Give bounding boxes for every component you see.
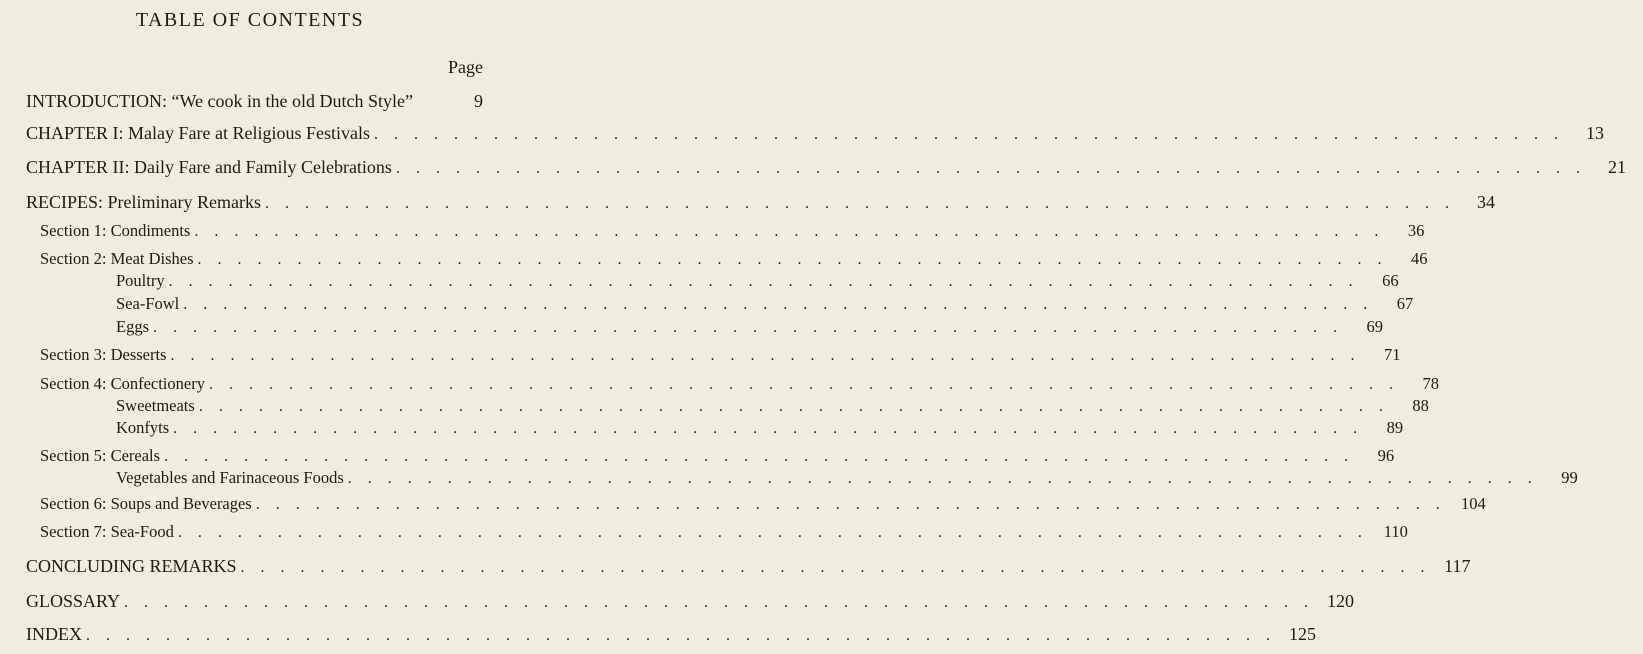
toc-entry-page-number: 88 xyxy=(1412,396,1429,415)
toc-entry-section-6 xyxy=(0,494,1486,518)
dot-leader: . . . . . . . . . . . . . . . . . . . . . . . . . . . . . . . . . . . . . . . . . . . . . . . . . . . . . . . . . . . . xyxy=(124,594,1315,611)
toc-entry-page-number: 36 xyxy=(1407,221,1425,240)
toc-entry-sweetmeats xyxy=(0,396,1429,420)
toc-entry-page-number: 66 xyxy=(1382,271,1399,290)
toc-entry-label: Poultry xyxy=(116,271,165,290)
toc-entry-chapter-2 xyxy=(0,157,1626,181)
toc-entry-page-number: 120 xyxy=(1327,591,1355,611)
toc-entry-label: Section 5: Cereals xyxy=(40,446,161,465)
toc-entry-page-number: 34 xyxy=(1476,192,1495,212)
dot-leader: . . . . . . . . . . . . . . . . . . . . . . . . . . . . . . . . . . . . . . . . . . . . . . . . . . . . . . . . . . . . xyxy=(198,398,1389,415)
toc-entry-label: Section 6: Soups and Beverages xyxy=(40,494,252,513)
toc-entry-page-number: 46 xyxy=(1411,249,1428,268)
page-column-heading: Page xyxy=(448,57,483,77)
toc-entry-label: CHAPTER I: Malay Fare at Religious Festivals xyxy=(26,123,370,143)
toc-entry-label: Section 1: Condiments xyxy=(40,221,191,240)
dot-leader: . . . . . . . . . . . . . . . . . . . . . . . . . . . . . . . . . . . . . . . . . . . . . . . . . . . . . . . . . . . . xyxy=(168,273,1359,290)
toc-entry-page-number: 99 xyxy=(1561,468,1578,487)
toc-entry-label: Vegetables and Farinaceous Foods xyxy=(116,468,344,487)
dot-leader: . . . . . . . . . . . . . . . . . . . . . . . . . . . . . . . . . . . . . . . . . . . . . . . . . . . . . . . . . . . . xyxy=(173,420,1364,437)
toc-entry-page-number: 117 xyxy=(1444,556,1471,576)
toc-entry-label: CHAPTER II: Daily Fare and Family Celebrations xyxy=(26,157,392,177)
toc-entry-page-number: 110 xyxy=(1383,522,1408,541)
toc-entry-recipes xyxy=(0,192,1495,216)
toc-entry-label: Sea-Fowl xyxy=(116,294,180,313)
toc-entry-label: Konfyts xyxy=(116,418,170,437)
dot-leader: . . . . . . . . . . . . . . . . . . . . . . . . . . . . . . . . . . . . . . . . . . . . . . . . . . . . . . . . . . . . xyxy=(208,376,1399,393)
dot-leader: . . . . . . . . . . . . . . . . . . . . . . . . . . . . . . . . . . . . . . . . . . . . . . . . . . . . . . . . . . . . xyxy=(177,524,1368,541)
toc-entry-konfyts xyxy=(0,418,1404,442)
dot-leader: . . . . . . . . . . . . . . . . . . . . . . . . . . . . . . . . . . . . . . . . . . . . . . . . . . . . . . . . . . . . xyxy=(240,559,1431,576)
dot-leader: . . . . . . . . . . . . . . . . . . . . . . . . . . . . . . . . . . . . . . . . . . . . . . . . . . . . . . . . . . . . xyxy=(255,496,1446,513)
dot-leader: . . . . . . . . . . . . . . . . . . . . . . . . . . . . . . . . . . . . . . . . . . . . . . . . . . . . . . . . . . . . xyxy=(395,160,1586,177)
dot-leader: . . . . . . . . . . . . . . . . . . . . . . . . . . . . . . . . . . . . . . . . . . . . . . . . . . . . . . . . . . . . xyxy=(170,347,1361,364)
dot-leader: . . . . . . . . . . . . . . . . . . . . . . . . . . . . . . . . . . . . . . . . . . . . . . . . . . . . . . . . . . . . xyxy=(86,627,1276,644)
toc-entry-page-number: 125 xyxy=(1289,624,1316,644)
toc-entry-section-2 xyxy=(0,249,1428,273)
toc-entry-glossary xyxy=(0,591,1355,615)
toc-entry-page-number: 67 xyxy=(1396,294,1414,313)
toc-entry-section-3 xyxy=(0,345,1401,369)
toc-entry-sea-fowl xyxy=(0,294,1414,318)
toc-entry-section-4 xyxy=(0,374,1439,398)
toc-entry-label: CONCLUDING REMARKS xyxy=(26,556,237,576)
toc-entry-label: RECIPES: Preliminary Remarks xyxy=(26,192,261,212)
toc-entry-page-number: 78 xyxy=(1422,374,1439,393)
toc-entry-label: GLOSSARY xyxy=(26,591,121,611)
dot-leader: . . . . . . . . . . . . . . . . . . . . . . . . . . . . . . . . . . . . . . . . . . . . . . . . . . . . . . . . . . . . xyxy=(164,448,1355,465)
toc-entry-page-number: 96 xyxy=(1377,446,1395,465)
toc-entry-index xyxy=(0,624,1316,648)
toc-entry-page-number: 69 xyxy=(1366,317,1383,336)
page-title: TABLE OF CONTENTS xyxy=(135,9,365,31)
toc-entry-label: INDEX xyxy=(26,624,82,644)
dot-leader: . . . . . . . . . . . . . . . . . . . . . . . . . . . . . . . . . . . . . . . . . . . . . . . . . . . . . . . . . . . . xyxy=(347,470,1538,487)
toc-entry-label: Section 3: Desserts xyxy=(40,345,167,364)
toc-entry-page-number: 104 xyxy=(1460,494,1486,513)
dot-leader: . . . . . . . . . . . . . . . . . . . . . . . . . . . . . . . . . . . . . . . . . . . . . . . . . . . . . . . . . . . . xyxy=(153,319,1343,336)
toc-entry-concluding-remarks xyxy=(0,556,1471,580)
toc-entry-page-number: 21 xyxy=(1607,157,1626,177)
dot-leader: . . . . . . . . . . . . . . . . . . . . . . . . . . . . . . . . . . . . . . . . . . . . . . . . . . . . . . . . . . . . xyxy=(183,296,1374,313)
toc-entry-section-1 xyxy=(0,221,1425,245)
toc-entry-poultry xyxy=(0,271,1399,295)
toc-entry-label: INTRODUCTION: “We cook in the old Dutch Style” xyxy=(26,91,413,111)
toc-entry-label: Section 4: Confectionery xyxy=(40,374,205,393)
dot-leader: . . . . . . . . . . . . . . . . . . . . . . . . . . . . . . . . . . . . . . . . . . . . . . . . . . . . . . . . . . . . xyxy=(264,195,1455,212)
toc-entry-section-7 xyxy=(0,522,1408,546)
toc-entry-page-number: 13 xyxy=(1585,123,1604,143)
dot-leader: . . . . . . . . . . . . . . . . . . . . . . . . . . . . . . . . . . . . . . . . . . . . . . . . . . . . . . . . . . . . xyxy=(194,223,1385,240)
toc-entry-label: Eggs xyxy=(116,317,149,336)
toc-entry-chapter-1 xyxy=(0,123,1604,147)
toc-entry-section-5 xyxy=(0,446,1395,470)
toc-entry-vegetables xyxy=(0,468,1578,492)
toc-entry-label: Section 7: Sea-Food xyxy=(40,522,174,541)
toc-entry-page-number: 89 xyxy=(1386,418,1404,437)
toc-entry-introduction xyxy=(0,91,500,115)
toc-entry-eggs xyxy=(0,317,1383,341)
toc-entry-page-number: 9 xyxy=(474,91,483,111)
toc-entry-label: Sweetmeats xyxy=(116,396,195,415)
toc-entry-page-number: 71 xyxy=(1383,345,1401,364)
toc-entry-label: Section 2: Meat Dishes xyxy=(40,249,194,268)
dot-leader: . . . . . . . . . . . . . . . . . . . . . . . . . . . . . . . . . . . . . . . . . . . . . . . . . . . . . . . . . . . . xyxy=(197,251,1388,268)
dot-leader: . . . . . . . . . . . . . . . . . . . . . . . . . . . . . . . . . . . . . . . . . . . . . . . . . . . . . . . . . . . . xyxy=(373,126,1564,143)
